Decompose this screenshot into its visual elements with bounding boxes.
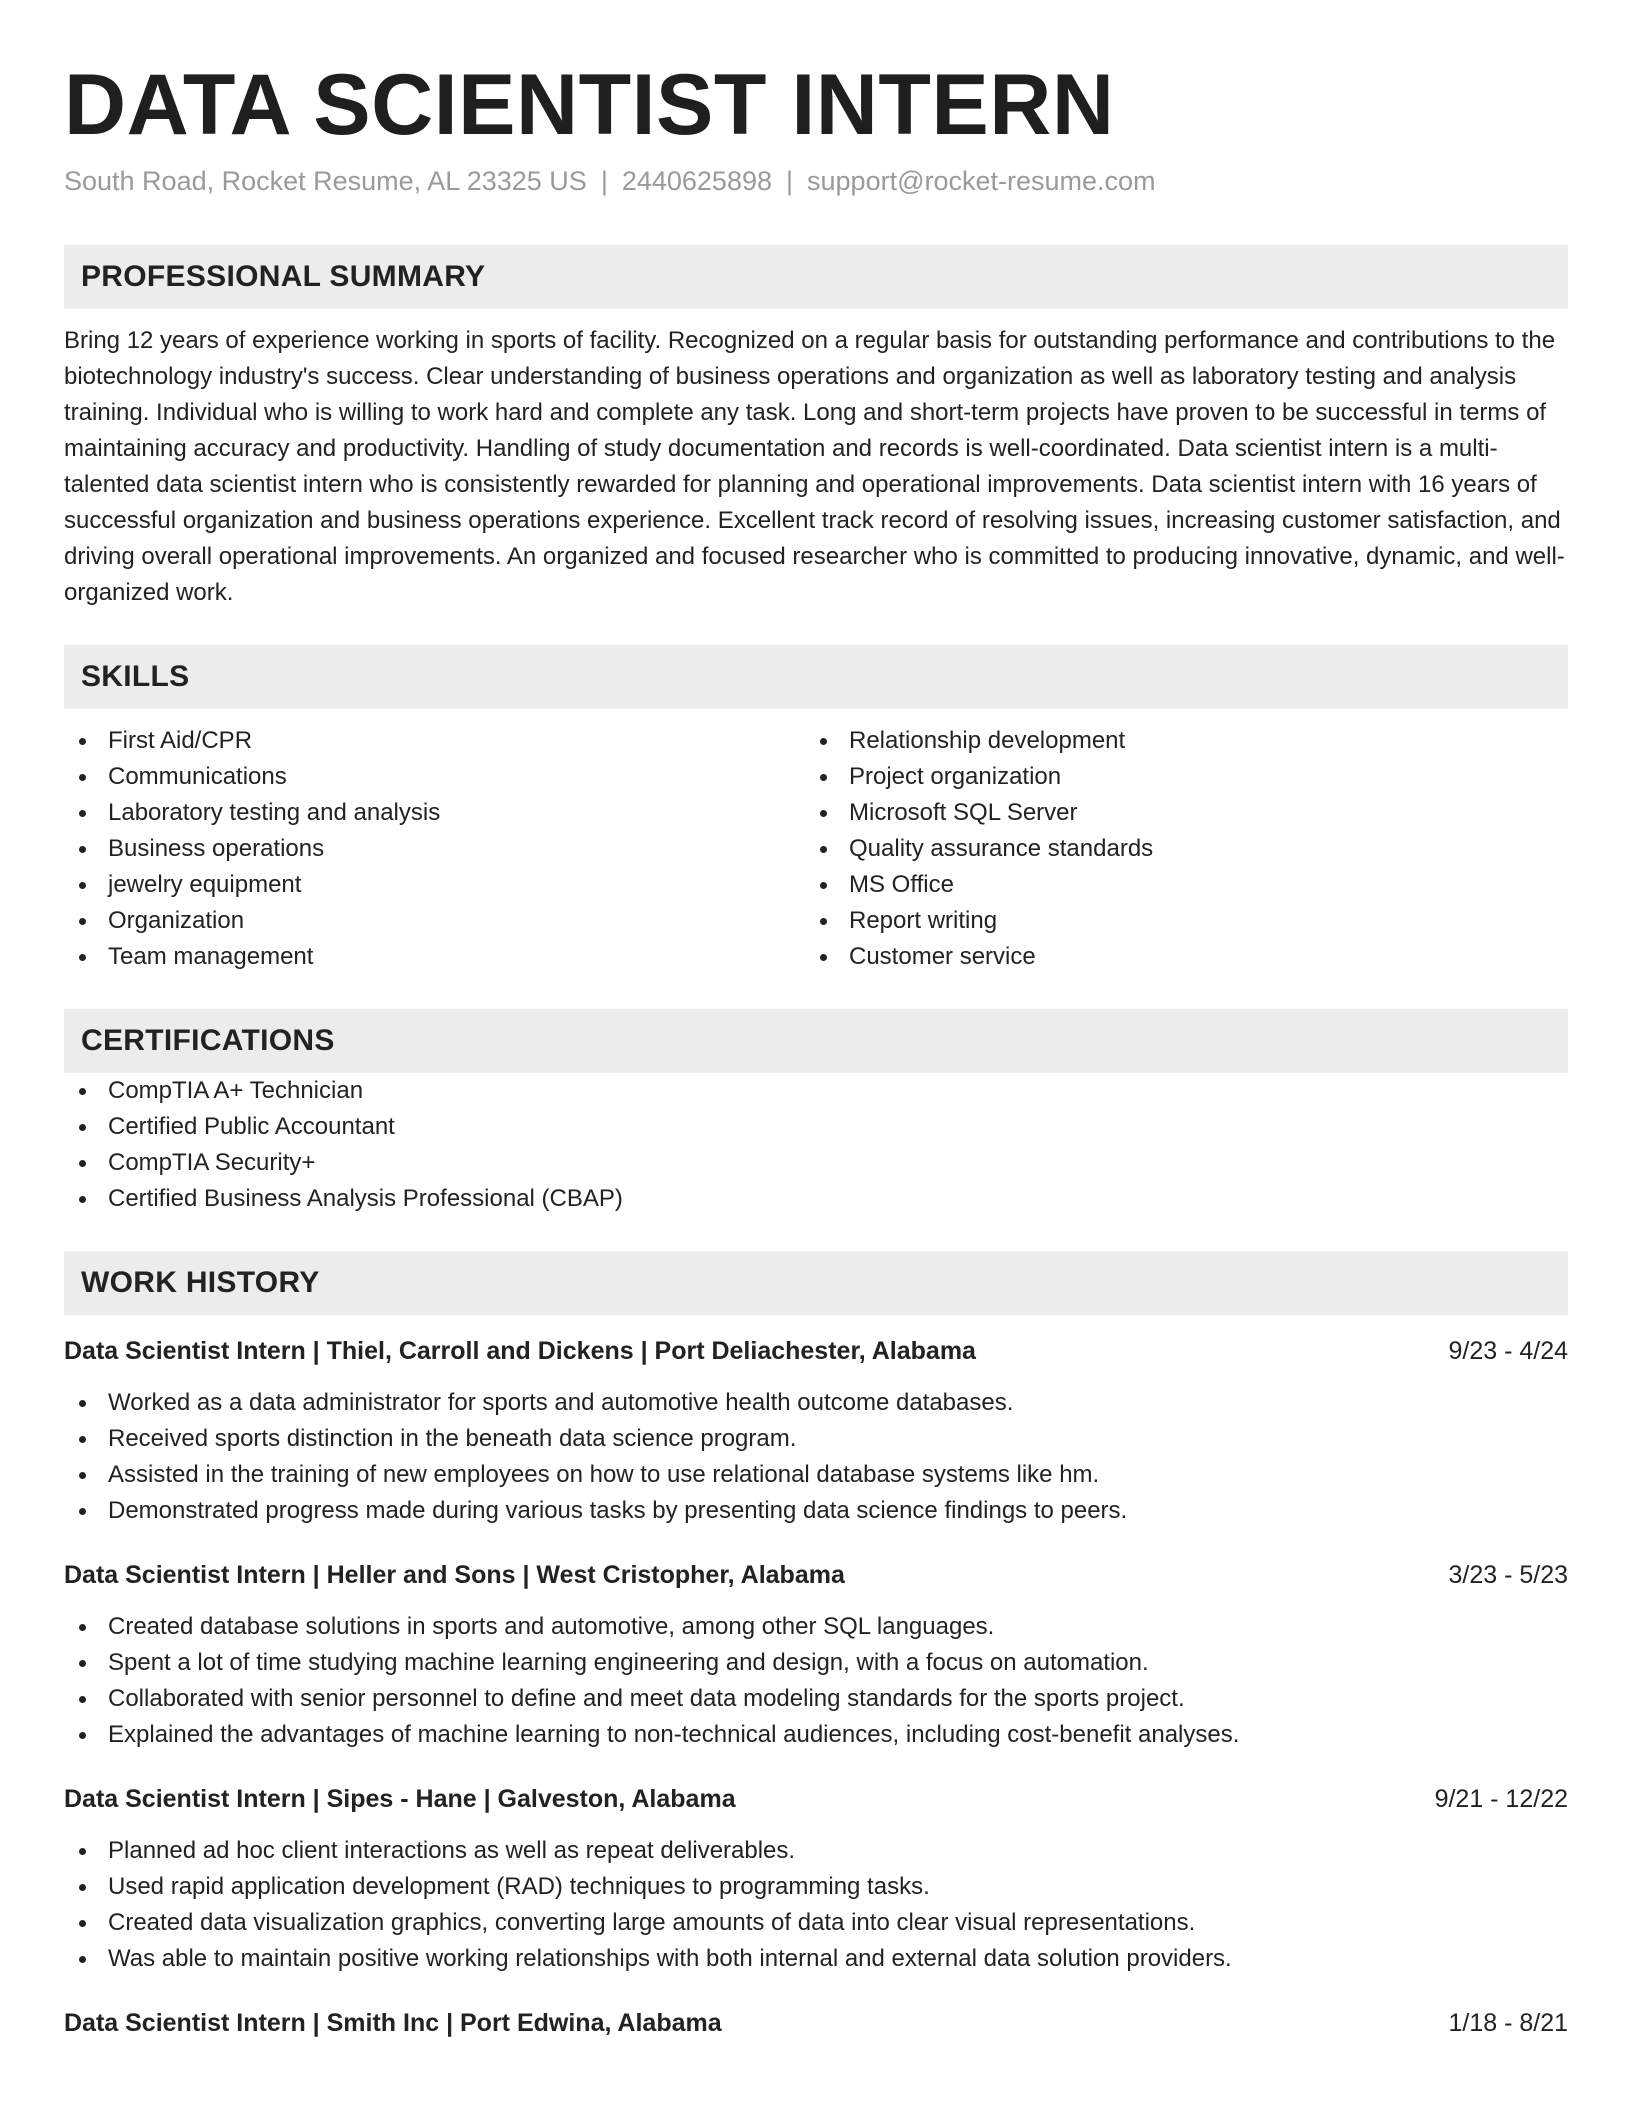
list-item: Created data visualization graphics, converting large amounts of data into clear visual representations. — [64, 1905, 1568, 1941]
list-item: First Aid/CPR — [64, 723, 805, 759]
list-item: Collaborated with senior personnel to define and meet data modeling standards for the sports project. — [64, 1681, 1568, 1717]
section-header-summary: PROFESSIONAL SUMMARY — [64, 245, 1568, 309]
list-item: CompTIA Security+ — [64, 1145, 1568, 1181]
list-item: Laboratory testing and analysis — [64, 795, 805, 831]
certifications-list — [64, 1073, 1568, 1217]
list-item: Quality assurance standards — [805, 831, 1546, 867]
job-dates: 9/21 - 12/22 — [1434, 1785, 1568, 1813]
skills-list-left — [64, 723, 805, 975]
list-item: Spent a lot of time studying machine learning engineering and design, with a focus on automation. — [64, 1645, 1568, 1681]
list-item: Report writing — [805, 903, 1546, 939]
list-item: Certified Business Analysis Professional (CBAP) — [64, 1181, 1568, 1217]
job-entry — [64, 1333, 1568, 1529]
list-item: Used rapid application development (RAD) techniques to programming tasks. — [64, 1869, 1568, 1905]
resume-title: DATA SCIENTIST INTERN — [64, 57, 1115, 153]
skills-grid — [64, 723, 1568, 975]
work-history-list — [64, 1333, 1568, 2041]
job-bullets — [64, 1609, 1568, 1753]
skills-list-right — [805, 723, 1546, 975]
job-title: Data Scientist Intern | Sipes - Hane | Galveston, Alabama — [64, 1785, 736, 1813]
list-item: Organization — [64, 903, 805, 939]
list-item: Explained the advantages of machine learning to non-technical audiences, including cost-benefit analyses. — [64, 1717, 1568, 1753]
list-item: Received sports distinction in the beneath data science program. — [64, 1421, 1568, 1457]
list-item: Customer service — [805, 939, 1546, 975]
list-item: Worked as a data administrator for sports and automotive health outcome databases. — [64, 1385, 1568, 1421]
job-dates: 1/18 - 8/21 — [1448, 2009, 1568, 2037]
job-dates: 3/23 - 5/23 — [1448, 1561, 1568, 1589]
job-bullets — [64, 1385, 1568, 1529]
list-item: Assisted in the training of new employees on how to use relational database systems like hm. — [64, 1457, 1568, 1493]
contact-separator: | — [786, 166, 794, 196]
list-item: Demonstrated progress made during various tasks by presenting data science findings to peers. — [64, 1493, 1568, 1529]
job-title: Data Scientist Intern | Heller and Sons | West Cristopher, Alabama — [64, 1561, 845, 1589]
list-item: jewelry equipment — [64, 867, 805, 903]
contact-email: support@rocket-resume.com — [807, 166, 1156, 196]
job-header — [64, 1333, 1568, 1369]
job-title: Data Scientist Intern | Smith Inc | Port Edwina, Alabama — [64, 2009, 722, 2037]
list-item: Communications — [64, 759, 805, 795]
list-item: Planned ad hoc client interactions as well as repeat deliverables. — [64, 1833, 1568, 1869]
list-item: Team management — [64, 939, 805, 975]
section-header-skills: SKILLS — [64, 645, 1568, 709]
contact-phone: 2440625898 — [621, 166, 772, 196]
list-item: Business operations — [64, 831, 805, 867]
list-item: Relationship development — [805, 723, 1546, 759]
job-title: Data Scientist Intern | Thiel, Carroll and Dickens | Port Deliachester, Alabama — [64, 1337, 976, 1365]
contact-separator: | — [600, 166, 608, 196]
job-header — [64, 1557, 1568, 1593]
job-dates: 9/23 - 4/24 — [1448, 1337, 1568, 1365]
list-item: CompTIA A+ Technician — [64, 1073, 1568, 1109]
summary-text: Bring 12 years of experience working in sports of facility. Recognized on a regular basis for outstanding performance and contributions to the biotechnology industry's success. Clear understanding of business operations and organization as well as laboratory testing and analysis training. Individual who is willing to work hard and complete any task. Long and short-term projects have proven to be successful in terms of maintaining accuracy and productivity. Handling of study documentation and records is well-coordinated. Data scientist intern is a multi-talented data scientist intern who is consistently rewarded for planning and operational improvements. Data scientist intern with 16 years of successful organization and business operations experience. Excellent track record of resolving issues, increasing customer satisfaction, and driving overall operational improvements. An organized and focused researcher who is committed to producing innovative, dynamic, and well-organized work. — [64, 327, 1565, 606]
contact-address: South Road, Rocket Resume, AL 23325 US — [64, 166, 587, 196]
job-entry — [64, 2005, 1568, 2041]
job-bullets — [64, 1833, 1568, 1977]
section-header-work-history: WORK HISTORY — [64, 1251, 1568, 1315]
list-item: Project organization — [805, 759, 1546, 795]
list-item: Microsoft SQL Server — [805, 795, 1546, 831]
list-item: Was able to maintain positive working relationships with both internal and external data solution providers. — [64, 1941, 1568, 1977]
job-header — [64, 1781, 1568, 1817]
list-item: MS Office — [805, 867, 1546, 903]
contact-line — [64, 166, 1568, 197]
list-item: Created database solutions in sports and automotive, among other SQL languages. — [64, 1609, 1568, 1645]
job-entry — [64, 1557, 1568, 1753]
section-header-certifications: CERTIFICATIONS — [64, 1009, 1568, 1073]
job-header — [64, 2005, 1568, 2041]
job-entry — [64, 1781, 1568, 1977]
list-item: Certified Public Accountant — [64, 1109, 1568, 1145]
